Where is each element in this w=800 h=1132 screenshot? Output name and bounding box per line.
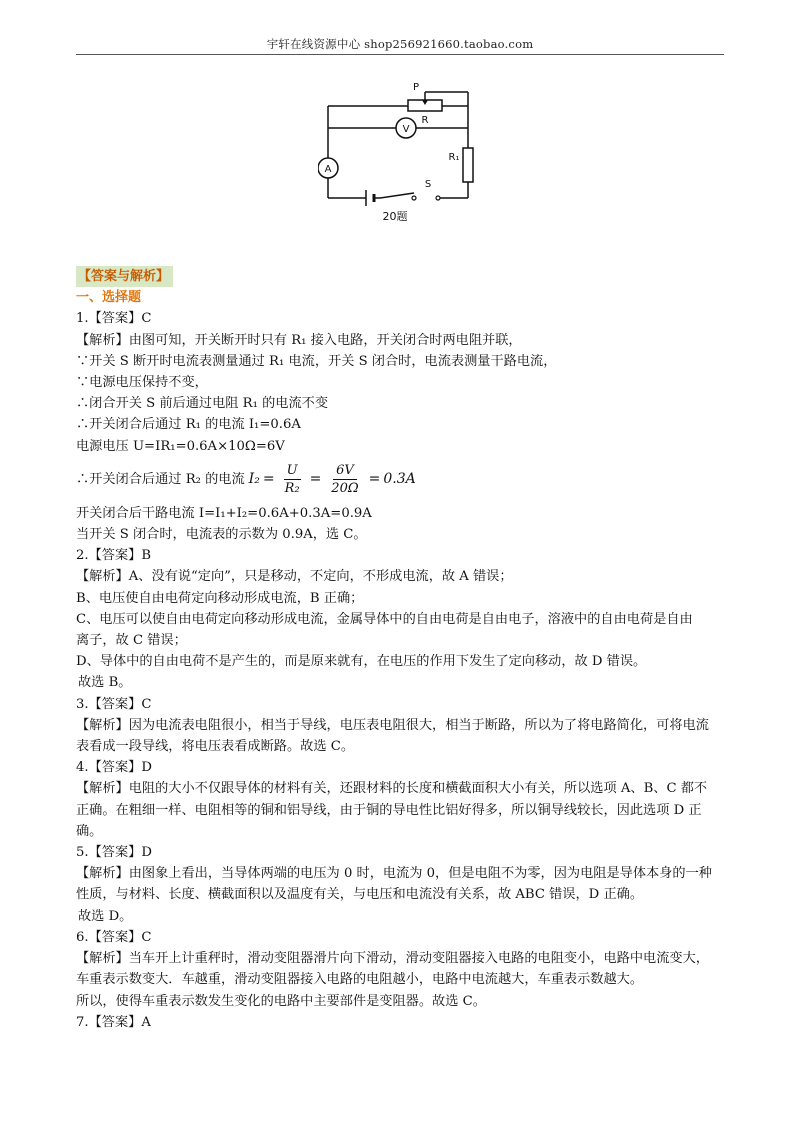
formula-result: 0.3A	[383, 471, 416, 488]
text-line: ∴开关闭合后通过 R₁ 的电流 I₁=0.6A	[76, 417, 301, 433]
text-line: ∵开关 S 断开时电流表测量通过 R₁ 电流，开关 S 闭合时，电流表测量干路电流，	[76, 353, 557, 369]
label-r1: R₁	[448, 152, 460, 163]
fraction-denominator: R₂	[284, 481, 300, 497]
text-line: 【解析】因为电流表电阻很小，相当于导线，电压表电阻很大，相当于断路，所以为了将电路简化，可将电流	[76, 717, 709, 733]
label-r: R	[421, 115, 429, 126]
formula-line	[76, 457, 726, 503]
text-line: 电源电压 U=IR₁=0.6A×10Ω=6V	[76, 438, 285, 454]
text-line: C、电压可以使自由电荷定向移动形成电流，金属导体中的自由电荷是自由电子，溶液中的自由电荷是自由	[76, 611, 693, 627]
label-a: A	[324, 164, 332, 175]
text-line: 6.【答案】C	[76, 929, 152, 945]
text-line: 车重表示数变大．车越重，滑动变阻器接入电路的电阻越小，电路中电流越大，车重表示数越大。	[76, 972, 644, 988]
text-line: 故选 D。	[78, 908, 133, 924]
answers-heading: 【答案与解析】	[76, 266, 173, 287]
fraction-numerator: 6V	[333, 462, 357, 480]
answer-body	[76, 266, 726, 1033]
text-line: ∵电源电压保持不变，	[76, 375, 208, 391]
text-line: 7.【答案】A	[76, 1014, 151, 1030]
text-line: 性质，与材料、长度、横截面积以及温度有关，与电压和电流没有关系，故 ABC 错误，D 正确。	[76, 887, 644, 903]
section-heading: 一、选择题	[76, 290, 142, 306]
text-line: 正确。在粗细一样、电阻相等的铜和铝导线，由于铜的导电性比铝好得多，所以铜导线较长，因此选项 D 正	[76, 802, 702, 818]
text-line: 2.【答案】B	[76, 548, 152, 564]
text-line: 3.【答案】C	[76, 696, 152, 712]
page-header: 宇轩在线资源中心 shop256921660.taobao.com	[266, 37, 534, 51]
text-line: 离子，故 C 错误；	[76, 633, 187, 649]
fraction-denominator: 20Ω	[331, 481, 359, 497]
current-formula: I₂ = $\frac{U}{\text{R₂}}$ = $\frac{6V}{20\Omega}$ = 0.3A	[248, 463, 416, 497]
formula-lhs: I₂	[248, 471, 260, 488]
text-line: 【解析】A、没有说“定向”，只是移动，不定向，不形成电流，故 A 错误；	[76, 569, 513, 585]
text-line: 故选 B。	[78, 675, 132, 691]
text-line: D、导体中的自由电荷不是产生的，而是原来就有，在电压的作用下发生了定向移动，故 D 错误。	[76, 654, 647, 670]
fraction-numerator: U	[284, 462, 301, 480]
text-line: 【解析】电阻的大小不仅跟导体的材料有关，还跟材料的长度和横截面积大小有关，所以选项 A、B、C 都不	[76, 781, 708, 797]
label-s: S	[424, 179, 432, 190]
fraction-values	[328, 462, 361, 497]
formula-prefix: ∴开关闭合后通过 R₂ 的电流	[76, 472, 245, 488]
fraction-u-over-r2	[282, 462, 303, 497]
label-v: V	[402, 124, 410, 135]
text-line: B、电压使自由电荷定向移动形成电流，B 正确；	[76, 590, 364, 606]
text-line: 5.【答案】D	[76, 845, 152, 861]
resistor-r1	[463, 148, 473, 182]
text-line: 【解析】由图象上看出，当导体两端的电压为 0 时，电流为 0，但是电阻不为零，因为电阻是导体本身的一种	[76, 866, 712, 882]
label-p: P	[412, 82, 420, 93]
text-line: 4.【答案】D	[76, 760, 152, 776]
text-line: ∴闭合开关 S 前后通过电阻 R₁ 的电流不变	[76, 396, 329, 412]
text-line: 【解析】当车开上计重秤时，滑动变阻器滑片向下滑动，滑动变阻器接入电路的电阻变小，电路中电流变大，	[76, 951, 709, 967]
text-line: 【解析】由图可知，开关断开时只有 R₁ 接入电路，开关闭合时两电阻并联，	[76, 332, 522, 348]
text-line: 所以，使得车重表示数发生变化的电路中主要部件是变阻器。故选 C。	[76, 993, 486, 1009]
header-divider	[76, 54, 724, 55]
text-line: 1.【答案】C	[76, 311, 152, 327]
figure-caption: 20题	[382, 210, 408, 223]
text-line: 当开关 S 闭合时，电流表的示数为 0.9A，选 C。	[76, 527, 367, 543]
text-line: 表看成一段导线，将电压表看成断路。故选 C。	[76, 739, 355, 755]
text-line: 确。	[76, 823, 103, 839]
circuit-diagram	[318, 78, 488, 228]
text-line: 开关闭合后干路电流 I=I₁+I₂=0.6A+0.3A=0.9A	[76, 505, 372, 521]
